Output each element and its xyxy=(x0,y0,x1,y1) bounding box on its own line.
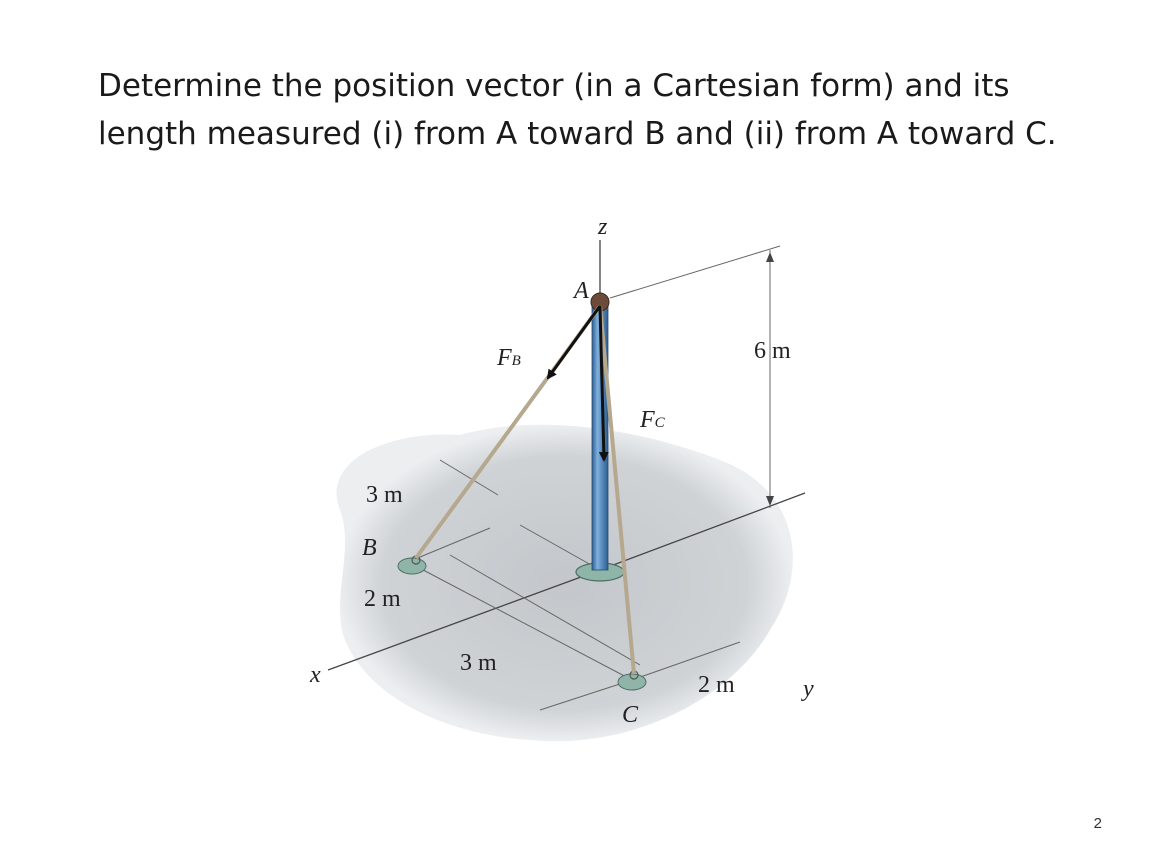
b-offset-dimension-label: 3 m xyxy=(366,482,403,508)
force-fc-subscript: C xyxy=(654,415,665,431)
b-lateral-dimension-label: 2 m xyxy=(364,586,401,612)
force-fb-symbol: F xyxy=(497,345,512,371)
problem-statement xyxy=(98,62,1118,158)
point-c-label: C xyxy=(622,702,639,728)
force-fc-symbol: F xyxy=(640,407,655,433)
height-dimension-label: 6 m xyxy=(754,338,791,364)
force-fb-label xyxy=(497,345,521,372)
point-b-label: B xyxy=(362,535,377,561)
problem-line-1: Determine the position vector (in a Cartesian form) and its xyxy=(98,68,1010,104)
point-a-label: A xyxy=(574,278,589,304)
x-axis-label: x xyxy=(310,662,321,688)
pole-cable-figure xyxy=(300,210,820,760)
z-axis-label: z xyxy=(598,214,608,240)
problem-line-2: length measured (i) from A toward B and (ii) from A toward C. xyxy=(98,116,1057,152)
y-axis-label: y xyxy=(803,676,814,702)
force-fc-label xyxy=(640,407,665,434)
c-offset-dimension-label: 3 m xyxy=(460,650,497,676)
force-fb-subscript: B xyxy=(511,353,521,369)
page-number: 2 xyxy=(1093,815,1102,832)
c-lateral-dimension-label: 2 m xyxy=(698,672,735,698)
